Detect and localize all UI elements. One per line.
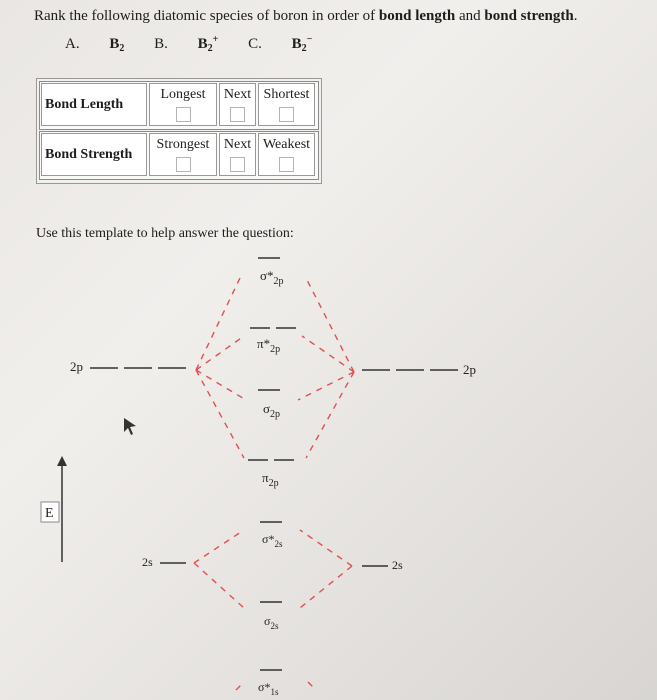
sigma-2p-label: $\sigma_{2p}$ bbox=[263, 401, 281, 420]
question-middle: and bbox=[455, 8, 485, 24]
sigma-star-2s-label: $\sigma*_{2s}$ bbox=[262, 532, 283, 549]
strongest-dropdown[interactable] bbox=[176, 157, 191, 172]
sigma-star-1s-label: $\sigma*_{1s}$ bbox=[258, 680, 279, 697]
weakest-dropdown[interactable] bbox=[279, 157, 294, 172]
choice-a: A. $B_2$ bbox=[65, 36, 125, 54]
strength-next-dropdown[interactable] bbox=[230, 157, 245, 172]
question-text bbox=[34, 8, 577, 25]
bond-length-label: Bond Length bbox=[41, 83, 147, 126]
energy-arrow-icon bbox=[57, 456, 67, 466]
left-2s-label: 2s bbox=[142, 555, 153, 569]
cursor-icon bbox=[124, 418, 136, 435]
question-suffix: . bbox=[573, 8, 578, 24]
choice-b: B. $B_2^+$ bbox=[154, 34, 219, 54]
template-instruction: Use this template to help answer the question: bbox=[36, 226, 294, 241]
shortest-dropdown[interactable] bbox=[279, 107, 294, 122]
pi-star-2p-label: $\pi*_{2p}$ bbox=[257, 336, 281, 355]
strength-next-cell: Next bbox=[219, 133, 256, 176]
bond-strength-row bbox=[39, 131, 319, 180]
ranking-table bbox=[36, 78, 322, 184]
weakest-cell: Weakest bbox=[258, 133, 315, 176]
sigma-2s-label: $\sigma_{2s}$ bbox=[264, 614, 279, 631]
mo-diagram bbox=[0, 240, 657, 700]
length-next-cell: Next bbox=[219, 83, 256, 126]
sigma-star-2p-label: $\sigma*_{2p}$ bbox=[260, 268, 284, 287]
strongest-cell: Strongest bbox=[149, 133, 217, 176]
pi-2p-label: $\pi_{2p}$ bbox=[262, 470, 279, 489]
bond-length-row bbox=[39, 81, 319, 130]
energy-label: E bbox=[45, 506, 54, 521]
species-choices bbox=[65, 34, 338, 54]
left-2p-label: 2p bbox=[70, 359, 83, 374]
longest-cell: Longest bbox=[149, 83, 217, 126]
question-prefix: Rank the following diatomic species of boron in order of bbox=[34, 8, 379, 24]
length-next-dropdown[interactable] bbox=[230, 107, 245, 122]
shortest-cell: Shortest bbox=[258, 83, 315, 126]
right-2s-label: 2s bbox=[392, 558, 403, 572]
bond-strength-label: Bond Strength bbox=[41, 133, 147, 176]
choice-c: C. $B_2^-$ bbox=[248, 34, 313, 54]
question-bold-strength: bond strength bbox=[484, 8, 574, 24]
right-2p-label: 2p bbox=[463, 362, 476, 377]
question-bold-length: bond length bbox=[378, 8, 456, 24]
longest-dropdown[interactable] bbox=[176, 107, 191, 122]
